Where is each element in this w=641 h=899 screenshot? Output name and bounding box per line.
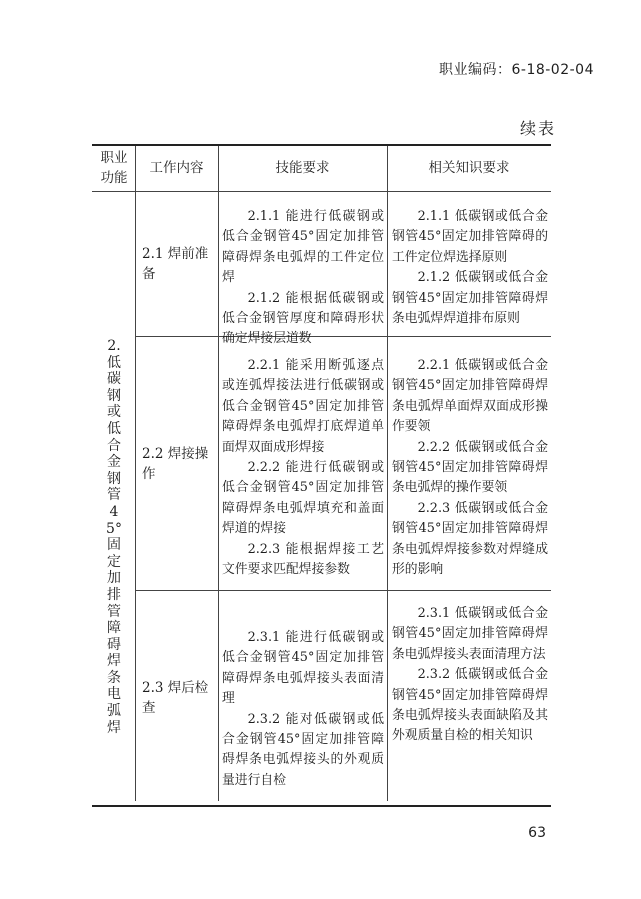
knowledge-item: 2.2.1 低碳钢或低合金钢管45°固定加排管障碍焊条电弧焊单面焊双面成形操作要领	[392, 358, 548, 435]
skill-item: 2.2.1 能采用断弧逐点或连弧焊接法进行低碳钢或低合金钢管45°固定加排管障碍焊条电弧焊打底焊道单面焊双面成形焊接	[222, 358, 384, 455]
knowledge-item: 2.2.3 低碳钢或低合金钢管45°固定加排管障碍焊条电弧焊焊接参数对焊缝成形的影响	[392, 500, 548, 578]
knowledge-item: 2.2.2 低碳钢或低合金钢管45°固定加排管障碍焊条电弧焊的操作要领	[392, 439, 548, 496]
knowledge-cell-row2	[392, 356, 548, 580]
knowledge-cell-row1	[392, 207, 548, 329]
skills-cell-row1	[222, 207, 384, 350]
knowledge-item: 2.3.1 低碳钢或低合金钢管45°固定加排管障碍焊条电弧焊接头表面清理方法	[392, 606, 548, 662]
skills-cell-row2	[222, 356, 384, 580]
work-content-row1: 2.1 焊前准备	[142, 246, 209, 282]
knowledge-item: 2.1.1 低碳钢或低合金钢管45°固定加排管障碍的工件定位焊选择原则	[392, 209, 548, 265]
function-text: 低碳钢或低合金钢管45°固定加排管障碍焊条电弧焊	[106, 354, 122, 736]
skill-item: 2.2.2 能进行低碳钢或低合金钢管45°固定加排管障碍焊条电弧焊填充和盖面焊道的焊接	[222, 460, 384, 537]
work-content-row3: 2.3 焊后检查	[142, 680, 209, 716]
table-continued-label: 续表	[519, 119, 556, 138]
skill-item: 2.3.2 能对低碳钢或低合金钢管45°固定加排管障碍焊条电弧焊接头的外观质量进行自检	[222, 711, 384, 788]
function-number: 2.	[107, 338, 121, 354]
table-rule-col2	[218, 146, 219, 801]
skill-item: 2.1.2 能根据低碳钢或低合金钢管厚度和障碍形状确定焊接层道数	[222, 290, 384, 347]
knowledge-cell-row3	[392, 604, 548, 747]
table-rule-row2	[135, 590, 551, 591]
column-header-knowledge: 相关知识要求	[428, 160, 510, 176]
occupation-function-cell	[103, 338, 125, 736]
column-header-content: 工作内容	[149, 160, 204, 176]
occupation-code: 职业编码：6-18-02-04	[438, 62, 594, 78]
work-content-row2: 2.2 焊接操作	[142, 446, 209, 482]
skill-item: 2.3.1 能进行低碳钢或低合金钢管45°固定加排管障碍焊条电弧焊接头表面清理	[222, 630, 384, 707]
table-rule-col1	[135, 146, 136, 801]
knowledge-item: 2.3.2 低碳钢或低合金钢管45°固定加排管障碍焊条电弧焊接头表面缺陷及其外观质量自检的相关知识	[392, 667, 548, 744]
knowledge-item: 2.1.2 低碳钢或低合金钢管45°固定加排管障碍焊条电弧焊焊道排布原则	[392, 270, 548, 327]
column-header-function: 职业功能	[100, 150, 128, 186]
table-rule-header	[92, 191, 551, 192]
skill-item: 2.2.3 能根据焊接工艺文件要求匹配焊接参数	[222, 541, 384, 578]
page-number: 63	[528, 825, 546, 841]
skill-item: 2.1.1 能进行低碳钢或低合金钢管45°固定加排管障碍焊条电弧焊的工件定位焊	[222, 209, 384, 286]
table-rule-col3	[387, 146, 388, 801]
column-header-skills: 技能要求	[275, 160, 330, 176]
skills-cell-row3	[222, 628, 384, 791]
